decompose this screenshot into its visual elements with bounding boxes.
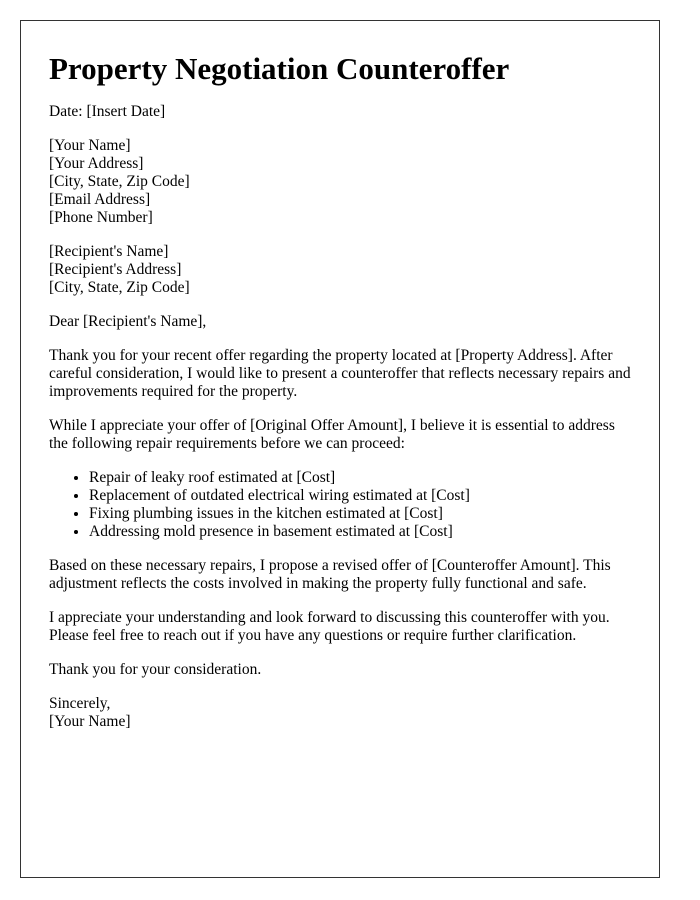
page-title: Property Negotiation Counteroffer — [49, 51, 510, 86]
signoff: Sincerely, — [49, 695, 111, 712]
signature-name: [Your Name] — [49, 713, 131, 730]
sender-email: [Email Address] — [49, 191, 151, 208]
salutation: Dear [Recipient's Name], — [49, 313, 207, 330]
letter-page — [20, 20, 660, 878]
date-line: Date: [Insert Date] — [49, 103, 166, 120]
body-paragraph-thanks: Thank you for your consideration. — [49, 661, 262, 678]
signature-block — [49, 695, 631, 731]
sender-name: [Your Name] — [49, 137, 131, 154]
repair-item-wiring: • Replacement of outdated electrical wiring estimated at [Cost] — [89, 487, 631, 505]
repair-list — [49, 469, 631, 541]
recipient-city-state-zip: [City, State, Zip Code] — [49, 279, 190, 296]
recipient-block — [49, 243, 631, 297]
sender-block — [49, 137, 631, 227]
body-paragraph-intro: Thank you for your recent offer regarding the property located at [Property Address]. After careful consideration, I would like to present a counteroffer that reflects necessary repairs and improvements required for the property. — [49, 347, 631, 400]
sender-address: [Your Address] — [49, 155, 144, 172]
recipient-address: [Recipient's Address] — [49, 261, 182, 278]
body-paragraph-offer: While I appreciate your offer of [Original Offer Amount], I believe it is essential to address the following repair requirements before we can proceed: — [49, 417, 615, 452]
repair-item-mold: • Addressing mold presence in basement estimated at [Cost] — [89, 523, 631, 541]
sender-city-state-zip: [City, State, Zip Code] — [49, 173, 190, 190]
recipient-name: [Recipient's Name] — [49, 243, 169, 260]
sender-phone: [Phone Number] — [49, 209, 153, 226]
repair-item-roof: • Repair of leaky roof estimated at [Cost] — [89, 469, 631, 487]
body-paragraph-counteroffer: Based on these necessary repairs, I propose a revised offer of [Counteroffer Amount]. This adjustment reflects the costs involved in making the property fully functional and safe. — [49, 557, 611, 592]
repair-item-plumbing: • Fixing plumbing issues in the kitchen estimated at [Cost] — [89, 505, 631, 523]
body-paragraph-followup: I appreciate your understanding and look forward to discussing this counteroffer with you. Please feel free to reach out if you have any questions or require further clarification. — [49, 609, 610, 644]
